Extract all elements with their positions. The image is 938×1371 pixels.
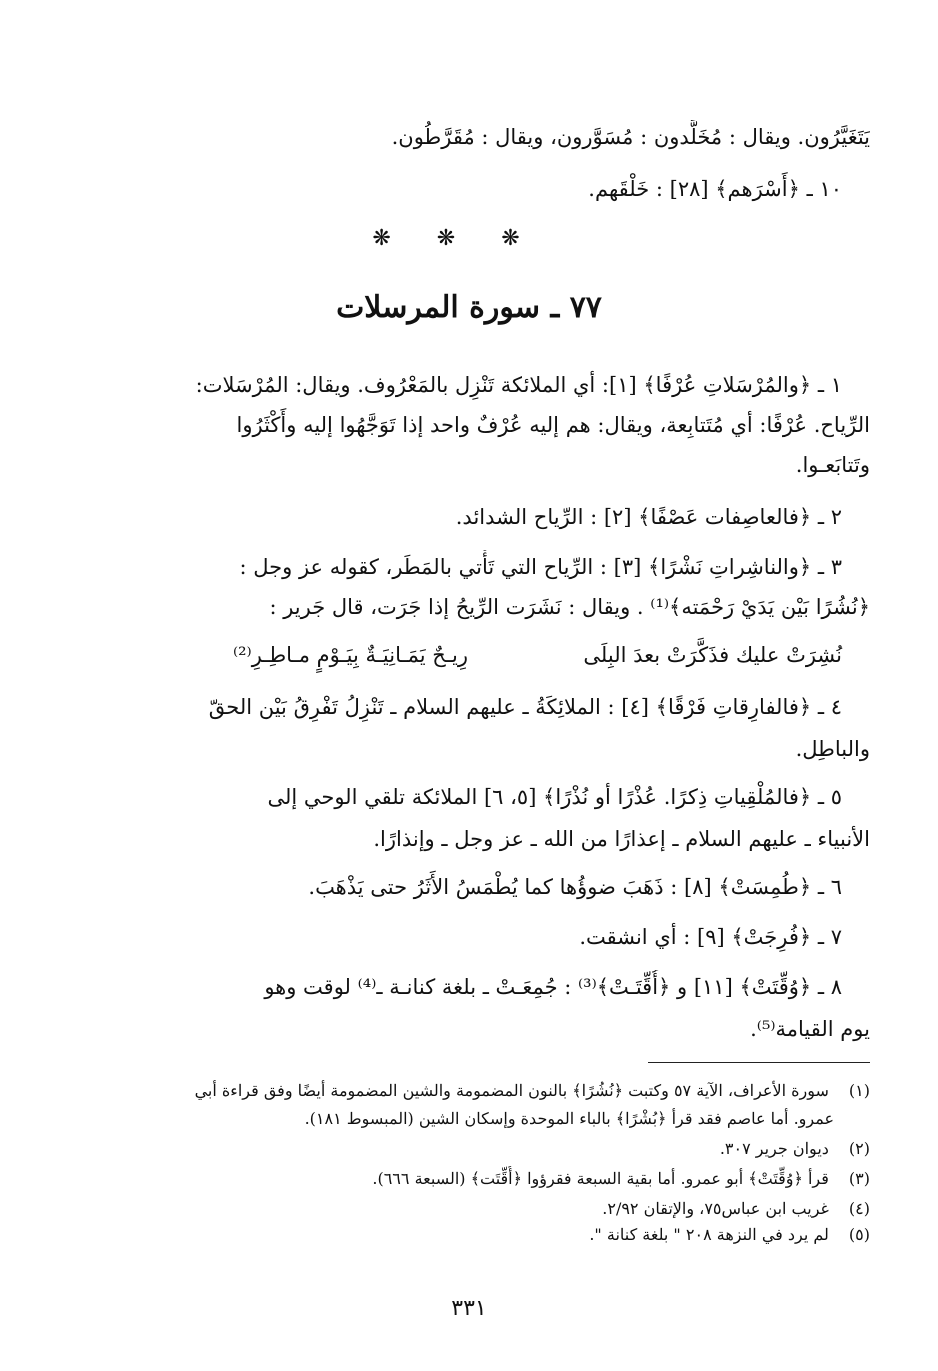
entry-5-line-1: ٥ ـ ﴿فالمُلْقِياتِ ذِكرًا. عُذْرًا أو نُذْرًا﴾ [٥، ٦] الملائكة تلقي الوحي إلى	[267, 785, 842, 809]
footnote-text: لم يرد في النزهة ٢٠٨ " بلغة كنانة ".	[589, 1225, 829, 1244]
entry-2-line-1: ٢ ـ ﴿فالعاصِفات عَصْفًا﴾ [٢] : الرِّياح الشدائد.	[455, 505, 842, 529]
footnote-number: (٥)	[848, 1225, 870, 1244]
footnote-number: (٣)	[848, 1169, 870, 1188]
footnote-text: سورة الأعراف، الآية ٥٧ وكتبت ﴿نُشُرًا﴾ بالنون المضمومة والشين المضمومة أيضًا وفق قراءة أبي	[194, 1081, 829, 1100]
footnote-1	[128, 1078, 870, 1104]
entry-8-line-1: ٨ ـ ﴿وُقِّتَتْ﴾ [١١] و ﴿أُقِّتَـتْ﴾⁽³⁾ : جُمِعَـتْ ـ بلغة كنانـة ـ⁽⁴⁾ لوقت وهو	[264, 975, 842, 999]
footnote-4	[128, 1196, 870, 1222]
footnote-text: قرأ ﴿وُقِّتَتْ﴾ أبو عمرو. أما بقية السبعة فقرؤوا ﴿أُقِّتَت﴾ (السبعة ٦٦٦).	[372, 1169, 829, 1188]
entry-4-line-1: ٤ ـ ﴿فالفارِقاتِ فَرْقًا﴾ [٤] : الملائِكَةُ ـ عليهم السلام ـ تَنْزِلُ تَفْرِقُ بَيْن الحقّ	[208, 695, 842, 719]
entry-7-line-1: ٧ ـ ﴿فُرِجَتْ﴾ [٩] : أي انشقت.	[579, 925, 842, 949]
entry-6-line-1: ٦ ـ ﴿طُمِسَتْ﴾ [٨] : ذَهَبَ ضوؤُها كما يُطْمَسُ الأَثَرُ حتى يَذْهَبَ.	[308, 875, 842, 899]
footnote-number: (١)	[848, 1081, 870, 1100]
entry-5-line-2: الأنبياء ـ عليهم السلام ـ إعذارًا من الله ـ عز وجل ـ وإنذارًا.	[373, 827, 870, 851]
footnote-3	[128, 1166, 870, 1192]
intro-line-2: ١٠ ـ ﴿أَسْرَهم﴾ [٢٨] : خَلْقَهم.	[588, 177, 842, 201]
verse-hemistich-1: نُشِرَتْ عليك فذَكَّرَتْ بعدَ البِلَى	[583, 643, 842, 667]
verse-hemistich-2: رِيـحٌ يَمَـانِيَـةٌ بِيَـوْمٍ مـاطِـرِ⁽²⁾	[232, 643, 468, 667]
entry-4-line-2: والباطِل.	[795, 737, 870, 761]
footnote-number: (٢)	[848, 1139, 870, 1158]
page-number: ٣٣١	[451, 1296, 487, 1321]
entry-1-line-3: وتَتابَعـوا.	[795, 453, 870, 477]
footnote-5	[128, 1222, 870, 1248]
entry-8-line-2: يوم القيامة⁽⁵⁾.	[750, 1017, 870, 1041]
intro-line-1: يَتَغَيَّرُون. ويقال : مُخَلَّدون : مُسَوَّرون، ويقال : مُقَرَّطُون.	[391, 125, 870, 149]
footnote-number: (٤)	[848, 1199, 870, 1218]
entry-1-line-1: ١ ـ ﴿والمُرْسَلاتِ عُرْفًا﴾ [١]: أي الملائكة تَنْزِل بالمَعْرُوف. ويقال: المُرْسَلات:	[195, 373, 842, 397]
footnote-2	[128, 1136, 870, 1162]
surah-heading: ٧٧ ـ سورة المرسلات	[336, 290, 602, 325]
entry-3-line-1: ٣ ـ ﴿والناشِراتِ نَشْرًا﴾ [٣] : الرِّياح التي تَأْتي بالمَطَر، كقوله عز وجل :	[239, 555, 842, 579]
footnote-text: ديوان جرير ٣٠٧.	[719, 1139, 829, 1158]
footnote-1-continuation: عمرو. أما عاصم فقد قرأ ﴿بُشْرًا﴾ بالباء الموحدة وإسكان الشين (المبسوط ١٨١).	[304, 1109, 834, 1128]
entry-1-line-2: الرِّياح. عُرْفًا: أي مُتَتابِعة، ويقال: هم إليه عُرْفٌ واحد إذا تَوَجَّهُوا إليه وأَكْثَرُوا	[236, 413, 870, 437]
section-separator: ❋❋❋	[372, 226, 566, 251]
footnote-divider	[648, 1062, 870, 1063]
entry-3-line-2: ﴿نُشُرًا بَيْن يَدَيْ رَحْمَته﴾⁽¹⁾ . ويقال : نَشَرَت الرِّيحُ إذا جَرَت، قال جَرير :	[269, 595, 870, 619]
footnote-text: غريب ابن عباس٧٥، والإتقان ٢/٩٢.	[602, 1199, 829, 1218]
